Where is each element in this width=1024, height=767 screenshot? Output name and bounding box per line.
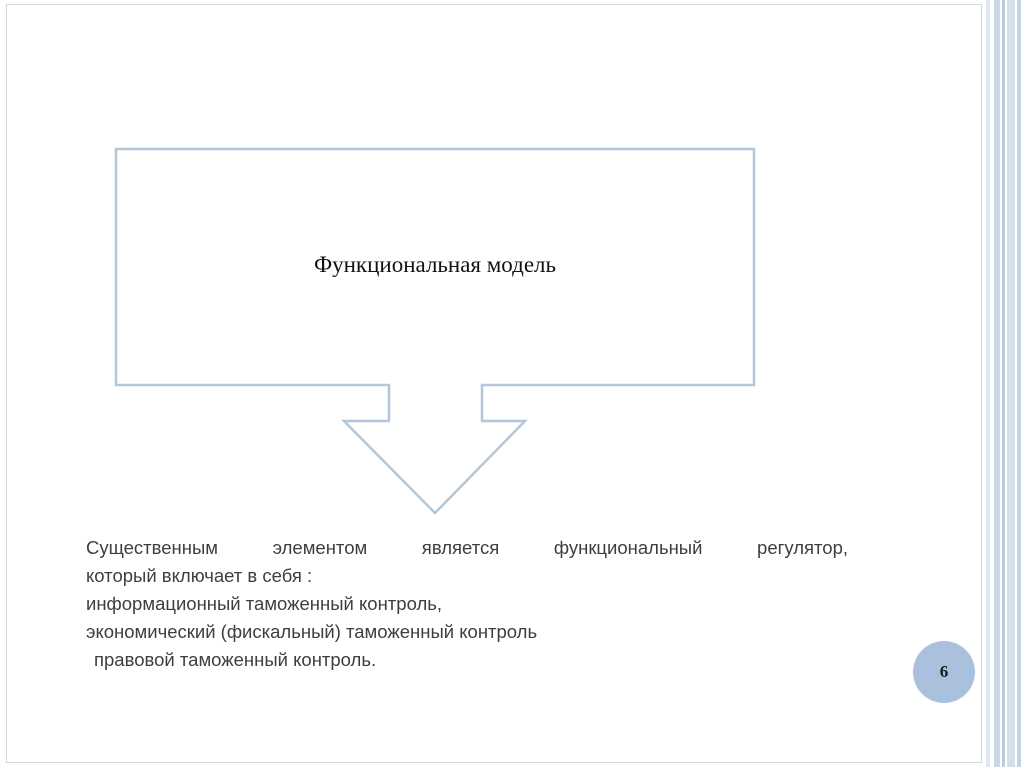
body-line-4: экономический (фискальный) таможенный контроль	[86, 621, 538, 642]
callout-title: Функциональная модель	[313, 252, 557, 277]
body-text	[86, 534, 848, 674]
body-line-2: который включает в себя :	[86, 565, 313, 586]
page-number: 6	[939, 662, 949, 681]
page-number-badge	[913, 641, 975, 703]
body-line-1: Существенным элементом является функциональный регулятор,	[86, 537, 848, 558]
body-line-3: информационный таможенный контроль,	[86, 593, 443, 614]
callout-outline	[116, 149, 754, 513]
body-line-5: правовой таможенный контроль.	[94, 649, 377, 670]
